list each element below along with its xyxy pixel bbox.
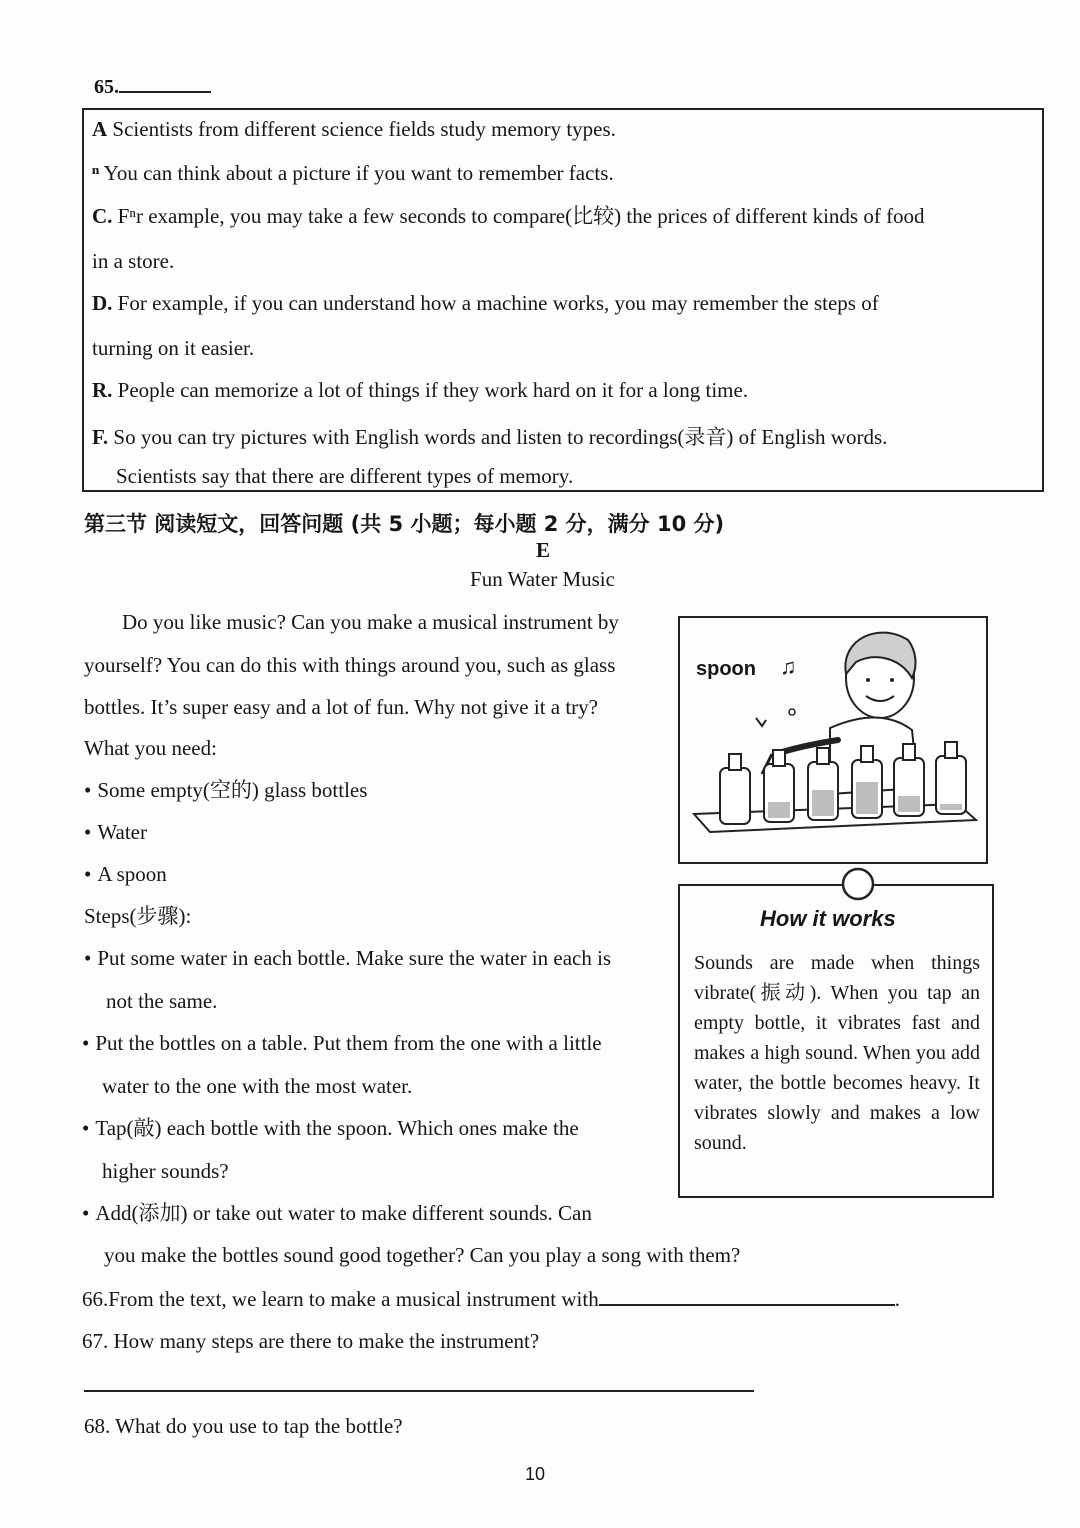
option-d-continued: turning on it easier. <box>92 336 255 360</box>
question-66-answer-blank[interactable] <box>599 1286 895 1306</box>
step-2-line-1: • Put the bottles on a table. Put them from the one with a little <box>82 1030 602 1056</box>
intro-line-1: Do you like music? Can you make a musical instrument by <box>122 610 619 634</box>
option-d: D. For example, if you can understand how a machine works, you may remember the steps of <box>92 291 879 315</box>
music-note-icon: ♫ <box>780 654 797 679</box>
option-c-continued: in a store. <box>92 249 175 273</box>
option-g: Scientists say that there are different types of memory. <box>116 464 574 488</box>
intro-line-3: bottles. It’s super easy and a lot of fun. Why not give it a try? <box>84 695 598 719</box>
section-title: 第三节 阅读短文，回答问题 (共 5 小题；每小题 2 分，满分 10 分) <box>84 512 725 536</box>
step-1-line-2: not the same. <box>106 989 218 1013</box>
passage-letter: E <box>536 538 551 562</box>
need-item: • A spoon <box>84 861 167 887</box>
step-2-line-2: water to the one with the most water. <box>102 1074 413 1098</box>
step-4-line-2: you make the bottles sound good together? Can you play a song with them? <box>104 1243 741 1267</box>
step-4-line-1: • Add(添加) or take out water to make different sounds. Can <box>82 1200 592 1226</box>
question-66 <box>82 1286 900 1312</box>
need-item: • Some empty(空的) glass bottles <box>84 777 367 803</box>
magnifier-icon <box>838 866 878 906</box>
illustration-box <box>678 616 988 864</box>
options-box <box>82 108 1044 492</box>
need-heading: What you need: <box>84 736 217 760</box>
option-f: F. So you can try pictures with English words and listen to recordings(录音) of English words. <box>92 425 888 449</box>
option-e: R. People can memorize a lot of things if they work hard on it for a long time. <box>92 378 749 402</box>
question-68-text: 68. What do you use to tap the bottle? <box>84 1414 403 1438</box>
question-66-period: . <box>894 1287 900 1311</box>
question-65-label <box>94 76 211 99</box>
need-item: • Water <box>84 819 147 845</box>
intro-line-2: yourself? You can do this with things around you, such as glass <box>84 653 616 677</box>
option-c: C. Fⁿr example, you may take a few seconds to compare(比较) the prices of different kinds of food <box>92 204 925 228</box>
step-1-line-1: • Put some water in each bottle. Make sure the water in each is <box>84 945 611 971</box>
step-3-line-1: • Tap(敲) each bottle with the spoon. Which ones make the <box>82 1115 579 1141</box>
question-65-number: 65. <box>94 76 119 98</box>
option-b: ⁿ You can think about a picture if you want to remember facts. <box>92 161 614 185</box>
question-67-answer-line[interactable] <box>84 1390 754 1392</box>
how-it-works-body: Sounds are made when things vibrate(振动). When you tap an empty bottle, it vibrates fast and makes a high sound. When you add water, the bottle becomes heavy. It vibrates slowly and makes a low sound. <box>694 952 980 1154</box>
page-number: 10 <box>525 1464 546 1484</box>
question-66-text: 66.From the text, we learn to make a musical instrument with <box>82 1287 599 1311</box>
boy-with-bottles-illustration <box>680 618 986 862</box>
how-it-works-title: How it works <box>760 906 896 931</box>
spoon-label: spoon <box>696 658 756 680</box>
question-65-blank[interactable] <box>119 77 211 93</box>
option-a: A Scientists from different science fields study memory types. <box>92 117 616 141</box>
passage-title: Fun Water Music <box>470 567 615 591</box>
question-67-text: 67. How many steps are there to make the instrument? <box>82 1329 540 1353</box>
step-3-line-2: higher sounds? <box>102 1159 229 1183</box>
how-it-works-box <box>678 884 994 1198</box>
steps-heading: Steps(步骤): <box>84 904 192 928</box>
